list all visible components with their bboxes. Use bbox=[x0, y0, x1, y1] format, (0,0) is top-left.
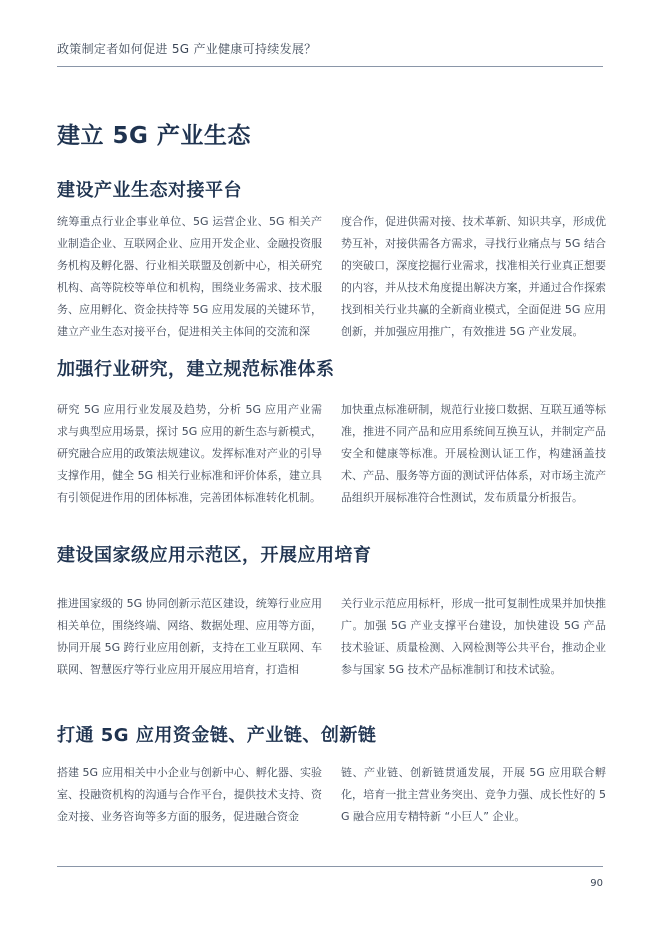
section-title: 建设产业生态对接平台 bbox=[57, 180, 242, 201]
section-title: 加强行业研究，建立规范标准体系 bbox=[57, 359, 335, 380]
section-body-left: 研究 5G 应用行业发展及趋势，分析 5G 应用产业需求与典型应用场景，探讨 5G 应用的新生态与新模式，研究融合应用的政策法规建议。发挥标准对产业的引导支撑作用，健全 5G 相关行业标准和评价体系，建立具有引领促进作用的团体标准，完善团体标准转化机制。 bbox=[57, 403, 322, 504]
header-divider bbox=[57, 66, 603, 67]
section-title: 建设国家级应用示范区，开展应用培育 bbox=[57, 545, 372, 566]
section-body-right: 关行业示范应用标杆，形成一批可复制性成果并加快推广。加强 5G 产业支撑平台建设，加快建设 5G 产品技术验证、质量检测、入网检测等公共平台，推动企业参与国家 5G 技术产品标准制订和技术试验。 bbox=[341, 597, 606, 676]
section-body-right: 度合作，促进供需对接、技术革新、知识共享，形成优势互补，对接供需各方需求，寻找行业痛点与 5G 结合的突破口，深度挖掘行业需求，找准相关行业真正想要的内容，并从技术角度提出解决方案，并通过合作探索找到相关行业共赢的全新商业模式，全面促进 5G 应用创新，并加强应用推广，有效推进 5G 产业发展。 bbox=[341, 215, 606, 338]
section-title: 打通 5G 应用资金链、产业链、创新链 bbox=[57, 725, 377, 746]
section-body-right: 加快重点标准研制，规范行业接口数据、互联互通等标准，推进不同产品和应用系统间互换互认，并制定产品安全和健康等标准。开展检测认证工作，构建涵盖技术、产品、服务等方面的测试评估体系，对市场主流产品组织开展标准符合性测试，发布质量分析报告。 bbox=[341, 403, 606, 504]
page-number: 90 bbox=[590, 878, 603, 889]
footer-divider bbox=[57, 866, 603, 867]
running-title: 政策制定者如何促进 5G 产业健康可持续发展？ bbox=[57, 42, 317, 56]
section-body-right: 链、产业链、创新链贯通发展，开展 5G 应用联合孵化，培育一批主营业务突出、竞争力强、成长性好的 5G 融合应用专精特新 “小巨人” 企业。 bbox=[341, 766, 606, 823]
section-body-left: 推进国家级的 5G 协同创新示范区建设，统筹行业应用相关单位，围绕终端、网络、数据处理、应用等方面，协同开展 5G 跨行业应用创新，支持在工业互联网、车联网、智慧医疗等行业应用开展应用培育，打造相 bbox=[57, 597, 322, 676]
section-body-left: 搭建 5G 应用相关中小企业与创新中心、孵化器、实验室、投融资机构的沟通与合作平台，提供技术支持、资金对接、业务咨询等多方面的服务，促进融合资金 bbox=[57, 766, 322, 823]
chapter-title: 建立 5G 产业生态 bbox=[57, 123, 251, 149]
section-body-left: 统筹重点行业企事业单位、5G 运营企业、5G 相关产业制造企业、互联网企业、应用开发企业、金融投资服务机构及孵化器、行业相关联盟及创新中心，相关研究机构、高等院校等单位和机构，围绕业务需求、技术服务、应用孵化、资金扶持等 5G 应用发展的关键环节，建立产业生态对接平台，促进相关主体间的交流和深 bbox=[57, 215, 322, 338]
